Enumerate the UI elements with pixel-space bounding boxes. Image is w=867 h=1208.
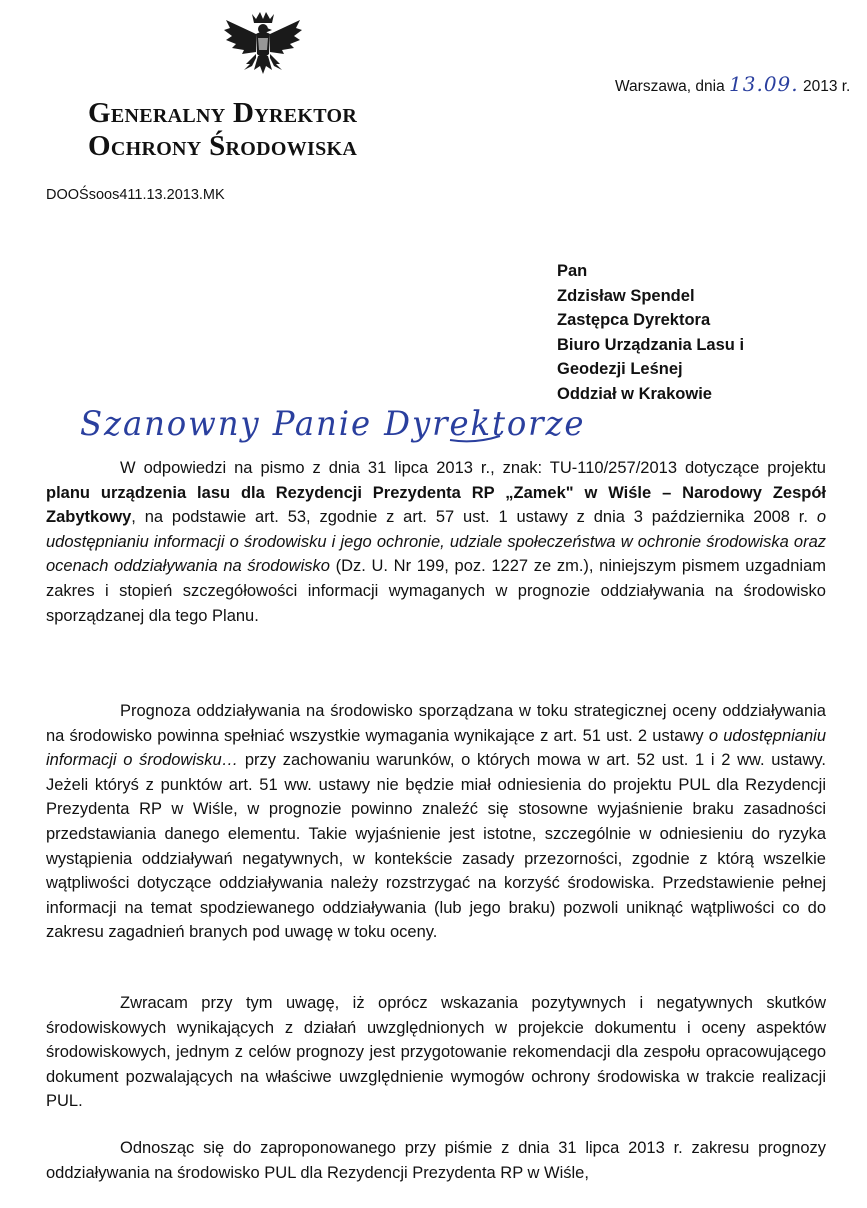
p1-italic-act-title: o udostępnianiu informacji o środowisku i jego ochronie, udziale społeczeństwa w ochronie środowiska oraz ocenach oddziaływania na środowisko [46,508,826,576]
addressee-line: Zastępca Dyrektora [557,311,711,330]
city-prefix: Warszawa, dnia [615,78,725,95]
institution-title [88,97,357,163]
p1-text-1: W odpowiedzi na pismo z dnia 31 lipca 2013 r., znak: TU-110/257/2013 dotyczące projektu [120,459,826,477]
body-paragraph-2 [46,699,826,945]
handwritten-date: 13.09. [729,72,799,96]
p1-bold-plan-title: planu urządzenia lasu dla Rezydencji Prezydenta RP „Zamek" w Wiśle – Narodowy Zespół Zabytkowy [46,483,826,527]
addressee-block [557,259,744,407]
eagle-emblem-icon [220,10,306,82]
p3-text: Zwracam przy tym uwagę, iż oprócz wskazania pozytywnych i negatywnych skutków środowiskowych wynikających z działań uwzględnionych w projekcie dokumentu i oceny aspektów środowiskowych, jednym z celów prognozy jest przygotowanie rekomendacji dla zespołu opracowującego dokument pozwalających na właściwe uwzględnienie wymogów ochrony środowiska w trakcie realizacji PUL. [46,994,826,1111]
reference-number: DOOŚsoos411.13.2013.MK [46,187,225,203]
p1-text-2: , na podstawie art. 53, zgodnie z art. 57 ust. 1 ustawy z dnia 3 października 2008 r. [131,508,817,527]
body-paragraph-3 [46,991,826,1114]
p2-italic-act-title: o udostępnianiu informacji o środowisku… [46,726,826,770]
addressee-line: Pan [557,262,588,280]
p4-text: Odnosząc się do zaproponowanego przy piśmie z dnia 31 lipca 2013 r. zakresu prognozy oddziaływania na środowisko PUL dla Rezydencji Prezydenta RP w Wiśle, [46,1139,826,1182]
institution-line-2: Ochrony Środowiska [88,130,358,162]
salutation-text: Szanowny Panie Dyrektorze [80,404,586,444]
handwritten-salutation [80,398,586,454]
date-suffix: 2013 r. [802,78,851,95]
body-paragraph-4 [46,1136,826,1185]
institution-line-1: Generalny Dyrektor [88,97,358,129]
addressee-line: Geodezji Leśnej [557,360,683,379]
salutation-underline-stroke [80,398,510,454]
addressee-line: Biuro Urządzania Lasu i [557,335,745,354]
p2-text-1: Prognoza oddziaływania na środowisko sporządzana w toku strategicznej oceny oddziaływania na środowisko powinna spełniać wszystkie wymagania wynikające z art. 51 ust. 2 ustawy [46,702,826,745]
addressee-line: Oddział w Krakowie [557,384,712,403]
addressee-line: Zdzisław Spendel [557,286,695,305]
p1-text-3: (Dz. U. Nr 199, poz. 1227 ze zm.), niniejszym pismem uzgadniam zakres i stopień szczegółowości informacji wymaganych w prognozie oddziaływania na środowisko sporządzanej dla tego Planu. [46,557,827,625]
place-and-date [615,72,850,96]
p2-text-2: przy zachowaniu warunków, o których mowa w art. 52 ust. 1 i 2 ww. ustawy. Jeżeli któryś z punktów art. 51 ww. ustawy nie będzie miał odniesienia do projektu PUL dla Rezydencji Prezydenta RP w Wiśle, w prognozie powinno znaleźć się stosowne wyjaśnienie braku zasadności przedstawiania danego elementu. Takie wyjaśnienie jest istotne, szczególnie w odniesieniu do ryzyka wystąpienia oddziaływań negatywnych, w kontekście zasady przezorności, zgodnie z którą wszelkie wątpliwości dotyczące oddziaływania należy rozstrzygać na korzyść środowiska. Przedstawienie pełnej informacji na temat spodziewanego oddziaływania (lub jego braku) pozwoli uniknąć wątpliwości co do zakresu zagadnień branych pod uwagę w toku oceny. [46,751,827,942]
body-paragraph-1 [46,456,826,628]
